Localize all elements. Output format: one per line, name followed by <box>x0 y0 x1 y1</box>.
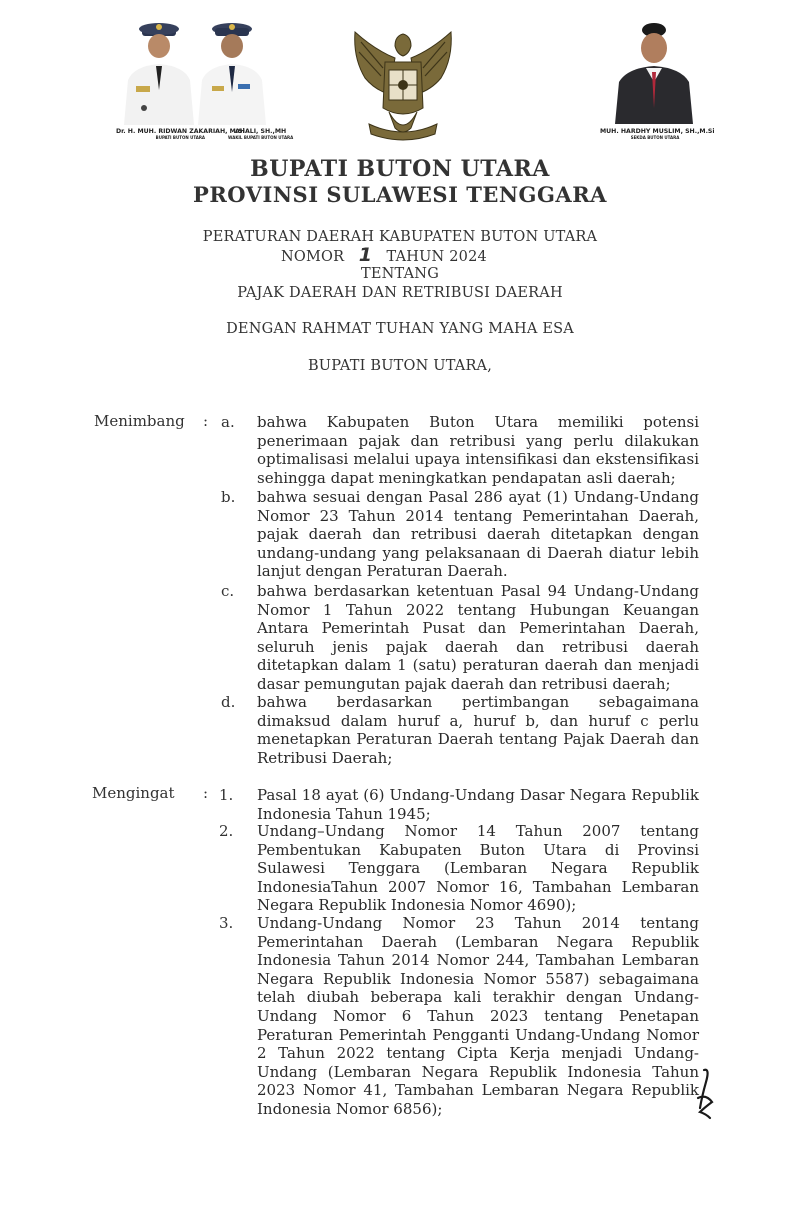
official-2-name: AHALI, SH.,MH <box>235 128 287 135</box>
nomor-value: 1 <box>358 244 373 266</box>
mengingat-text-2: Undang–Undang Nomor 14 Tahun 2007 tentang Pembentukan Kabupaten Buton Utara di Provinsi Sulawesi Tenggara (Lembaran Negara Republik IndonesiaTahun 2007 Nomor 16, Tambahan Lembaran Negara Republik Indonesia Nomor 4690); <box>257 822 699 915</box>
garuda-pancasila-emblem <box>345 28 461 146</box>
menimbang-text-b: bahwa sesuai dengan Pasal 286 ayat (1) Undang-Undang Nomor 23 Tahun 2014 tentang Pemerintahan Daerah, pajak daerah dan retribusi daerah ditetapkan dengan undang-undang yang pelaksanaan di Daerah diatur lebih lanjut dengan Peraturan Daerah. <box>257 488 699 581</box>
header-title-line2: PROVINSI SULAWESI TENGGARA <box>193 182 607 207</box>
regulation-tentang: TENTANG <box>361 266 439 282</box>
official-1-name: Dr. H. MUH. RIDWAN ZAKARIAH, M.Si <box>116 128 245 135</box>
menimbang-mark-b: b. <box>221 488 236 506</box>
initial-signature <box>692 1068 718 1124</box>
menimbang-label: Menimbang <box>94 412 185 430</box>
menimbang-text-c: bahwa berdasarkan ketentuan Pasal 94 Undang-Undang Nomor 1 Tahun 2022 tentang Hubungan Keuangan Antara Pemerintah Pusat dan Pemerintahan Daerah, seluruh jenis pajak daerah dan retribusi daerah ditetapkan dalam 1 (satu) peraturan daerah dan menjadi dasar pemungutan pajak daerah dan retribusi daerah; <box>257 582 699 693</box>
official-3-role: SEKDA BUTON UTARA <box>630 135 680 140</box>
mengingat-label: Mengingat <box>92 784 175 802</box>
mengingat-mark-2: 2. <box>219 822 234 840</box>
official-1-role: BUPATI BUTON UTARA <box>155 135 206 140</box>
menimbang-mark-c: c. <box>221 582 235 600</box>
mengingat-mark-3: 3. <box>219 914 234 932</box>
mengingat-text-3: Undang-Undang Nomor 23 Tahun 2014 tentang Pemerintahan Daerah (Lembaran Negara Republik Indonesia Tahun 2014 Nomor 244, Tambahan Lembaran Negara Republik Indonesia Nomor 5587) sebagaimana telah diubah beberapa kali terakhir dengan Undang-Undang Nomor 6 Tahun 2023 tentang Penetapan Peraturan Pemerintah Pengganti Undang-Undang Nomor 2 Tahun 2022 tentang Cipta Kerja menjadi Undang-Undang (Lembaran Negara Republik Indonesia Tahun 2023 Nomor 41, Tambahan Lembaran Negara Republik Indonesia Nomor 6856); <box>257 914 699 1118</box>
regulation-line1: PERATURAN DAERAH KABUPATEN BUTON UTARA <box>202 229 598 245</box>
menimbang-mark-d: d. <box>221 693 236 711</box>
official-2-role: WAKIL BUPATI BUTON UTARA <box>228 135 294 140</box>
mengingat-colon: : <box>203 784 209 802</box>
menimbang-mark-a: a. <box>221 413 235 431</box>
official-photo-right <box>613 22 695 124</box>
regulation-opening: DENGAN RAHMAT TUHAN YANG MAHA ESA <box>226 321 574 337</box>
header-title-line1: BUPATI BUTON UTARA <box>250 156 550 182</box>
official-3-name: MUH. HARDHY MUSLIM, SH.,M.Si <box>600 128 715 135</box>
regulation-nomor-line <box>0 244 784 266</box>
officials-photo-left <box>114 20 274 125</box>
regulation-subject: PAJAK DAERAH DAN RETRIBUSI DAERAH <box>237 285 563 301</box>
menimbang-text-a: bahwa Kabupaten Buton Utara memiliki potensi penerimaan pajak dan retribusi yang perlu dilakukan optimalisasi melalui upaya intensifikasi dan ekstensifikasi sehingga dapat meningkatkan pendapatan asli daerah; <box>257 413 699 487</box>
menimbang-colon: : <box>203 412 209 430</box>
mengingat-text-1: Pasal 18 ayat (6) Undang-Undang Dasar Negara Republik Indonesia Tahun 1945; <box>257 786 699 823</box>
mengingat-mark-1: 1. <box>219 786 234 804</box>
nomor-tahun: TAHUN 2024 <box>386 249 487 265</box>
regulation-authority: BUPATI BUTON UTARA, <box>307 358 493 374</box>
nomor-label: NOMOR <box>281 249 345 265</box>
menimbang-text-d: bahwa berdasarkan pertimbangan sebagaimana dimaksud dalam huruf a, huruf b, dan huruf c perlu menetapkan Peraturan Daerah tentang Pajak Daerah dan Retribusi Daerah; <box>257 693 699 767</box>
